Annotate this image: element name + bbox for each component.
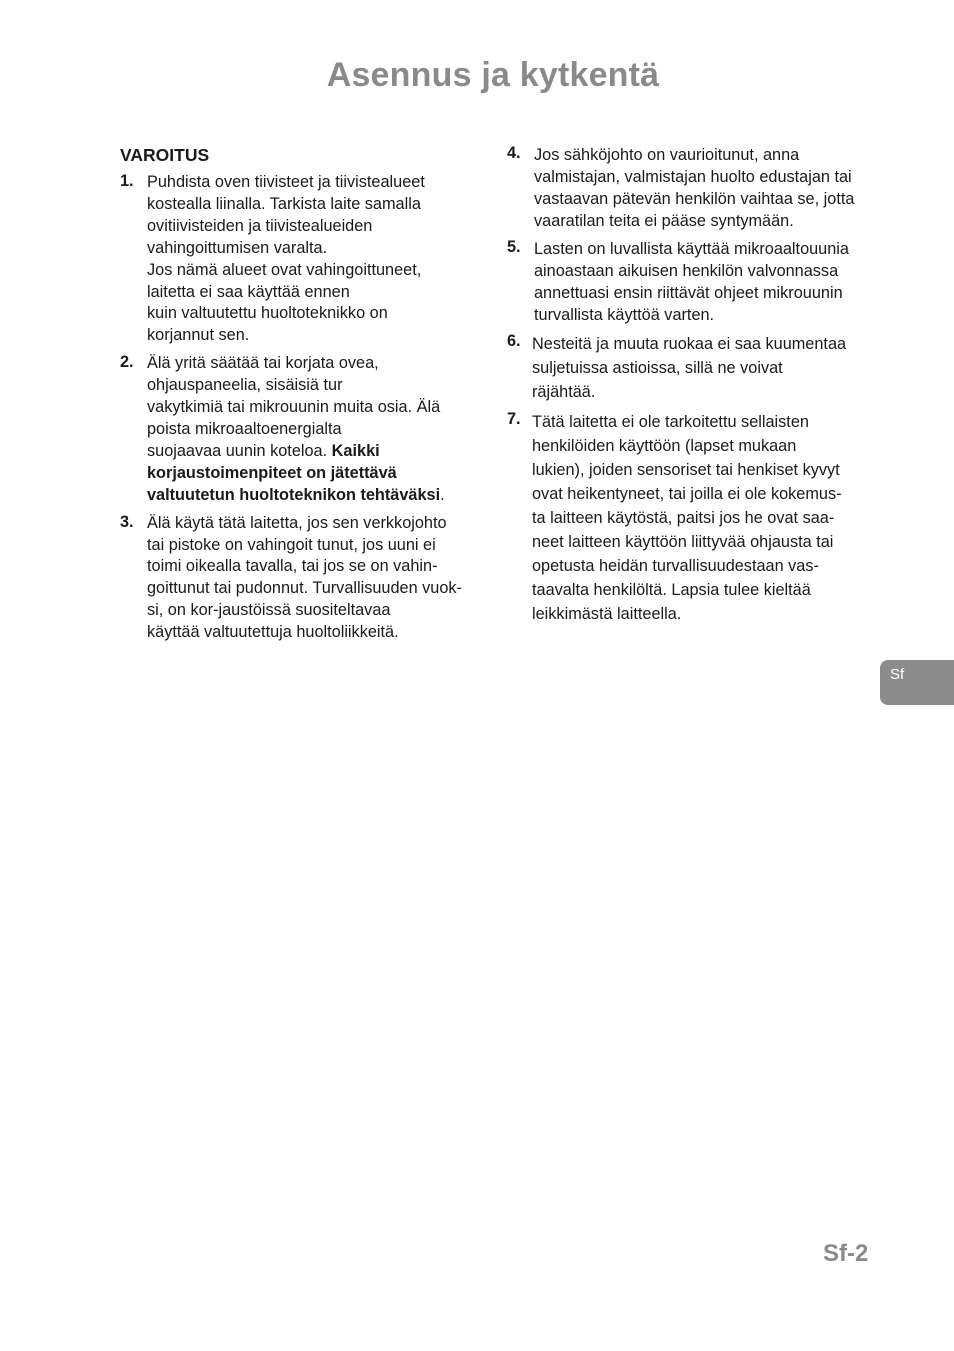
item-line: Tätä laitetta ei ole tarkoitettu sellaisten: [532, 413, 809, 431]
emphasis-text: korjaustoimenpiteet on jätettävä: [147, 463, 397, 482]
item-line: käyttää valtuutettuja huoltoliikkeitä.: [147, 623, 399, 642]
item-line: Älä käytä tätä laitetta, jos sen verkkojohto: [147, 513, 447, 532]
list-item-4: [507, 144, 877, 232]
item-number: 3.: [120, 512, 134, 531]
item-line: räjähtää.: [532, 383, 596, 401]
item-line: ohjauspaneelia, sisäisiä tur: [147, 376, 343, 395]
item-line: Lasten on luvallista käyttää mikroaaltouunia: [534, 240, 849, 258]
item-line: vakytkimiä tai mikrouunin muita osia. Älä: [147, 398, 441, 417]
item-line: ta laitteen käytöstä, paitsi jos he ovat saa-: [532, 509, 835, 527]
item-line: annettuasi ensin riittävät ohjeet mikrouunin: [534, 284, 843, 302]
emphasis-text: Kaikki: [331, 441, 380, 460]
item-number: 5.: [507, 238, 521, 256]
item-line: taavalta henkilöltä. Lapsia tulee kieltää: [532, 581, 811, 599]
item-line: valmistajan, valmistajan huolto edustajan tai: [534, 168, 852, 186]
item-line: kuin valtuutettu huoltoteknikko on: [147, 304, 388, 323]
item-line: opetusta heidän turvallisuudestaan vas-: [532, 557, 819, 575]
item-line-bold: [147, 463, 490, 485]
item-line: korjannut sen.: [147, 326, 250, 345]
left-column: [120, 144, 490, 650]
item-line: ovat heikentyneet, tai joilla ei ole kokemus-: [532, 485, 842, 503]
emphasis-text: valtuutetun huoltoteknikon tehtäväksi: [147, 485, 441, 504]
item-line: Jos sähköjohto on vaurioitunut, anna: [534, 146, 800, 164]
item-line: si, on kor-jaustöissä suositeltavaa: [147, 601, 391, 620]
list-item-3: [120, 513, 490, 644]
item-line: lukien), joiden sensoriset tai henkiset kyvyt: [532, 461, 840, 479]
item-line: Puhdista oven tiivisteet ja tiivistealueet: [147, 173, 425, 191]
item-number: 2.: [120, 353, 134, 372]
item-line: Älä yritä säätää tai korjata ovea,: [147, 354, 379, 373]
list-item-5: [507, 238, 877, 326]
item-line: laitetta ei saa käyttää ennen: [147, 282, 350, 301]
item-line: leikkimästä laitteella.: [532, 605, 682, 623]
item-number: 1.: [120, 172, 134, 190]
item-line: vahingoittumisen varalta.: [147, 238, 328, 257]
item-line: suljetuissa astioissa, sillä ne voivat: [532, 359, 783, 377]
item-line: neet laitteen käyttöön liittyvää ohjausta tai: [532, 533, 834, 551]
item-number: 7.: [507, 410, 521, 428]
right-column: [507, 144, 877, 632]
item-line: henkilöiden käyttöön (lapset mukaan: [532, 437, 797, 455]
item-line: ovitiivisteiden ja tiivistealueiden: [147, 216, 373, 235]
item-line-bold: [147, 485, 490, 507]
warning-heading: VAROITUS: [120, 145, 210, 165]
item-line: vastaavan pätevän henkilön vaihtaa se, jotta: [534, 190, 855, 208]
item-line-mixed: [147, 441, 490, 463]
item-line: vaaratilan teita ei pääse syntymään.: [534, 212, 794, 230]
item-line: poista mikroaaltoenergialta: [147, 419, 342, 438]
item-line: kostealla liinalla. Tarkista laite samalla: [147, 194, 421, 213]
item-number: 4.: [507, 144, 521, 162]
item-line: turvallista käyttöä varten.: [534, 306, 715, 324]
list-item-1: [120, 172, 490, 347]
list-item-2: [120, 353, 490, 506]
item-line: toimi oikealla tavalla, tai jos se on vahin-: [147, 557, 438, 576]
page-title: Asennus ja kytkentä: [326, 56, 660, 94]
item-number: 6.: [507, 332, 521, 350]
item-line: tai pistoke on vahingoit tunut, jos uuni ei: [147, 535, 436, 554]
language-tab: [880, 660, 954, 705]
item-line-text: suojaavaa uunin koteloa.: [147, 441, 332, 460]
item-line: Jos nämä alueet ovat vahingoittuneet,: [147, 260, 422, 279]
list-item-6: [507, 332, 877, 404]
item-line: ainoastaan aikuisen henkilön valvonnassa: [534, 262, 839, 280]
language-tab-label: Sf: [890, 666, 905, 683]
item-line: goittunut tai pudonnut. Turvallisuuden vuok-: [147, 579, 462, 598]
list-item-7: [507, 410, 877, 626]
page-number: Sf-2: [823, 1240, 869, 1267]
item-line: Nesteitä ja muuta ruokaa ei saa kuumentaa: [532, 335, 847, 353]
end-punctuation: .: [440, 485, 445, 504]
